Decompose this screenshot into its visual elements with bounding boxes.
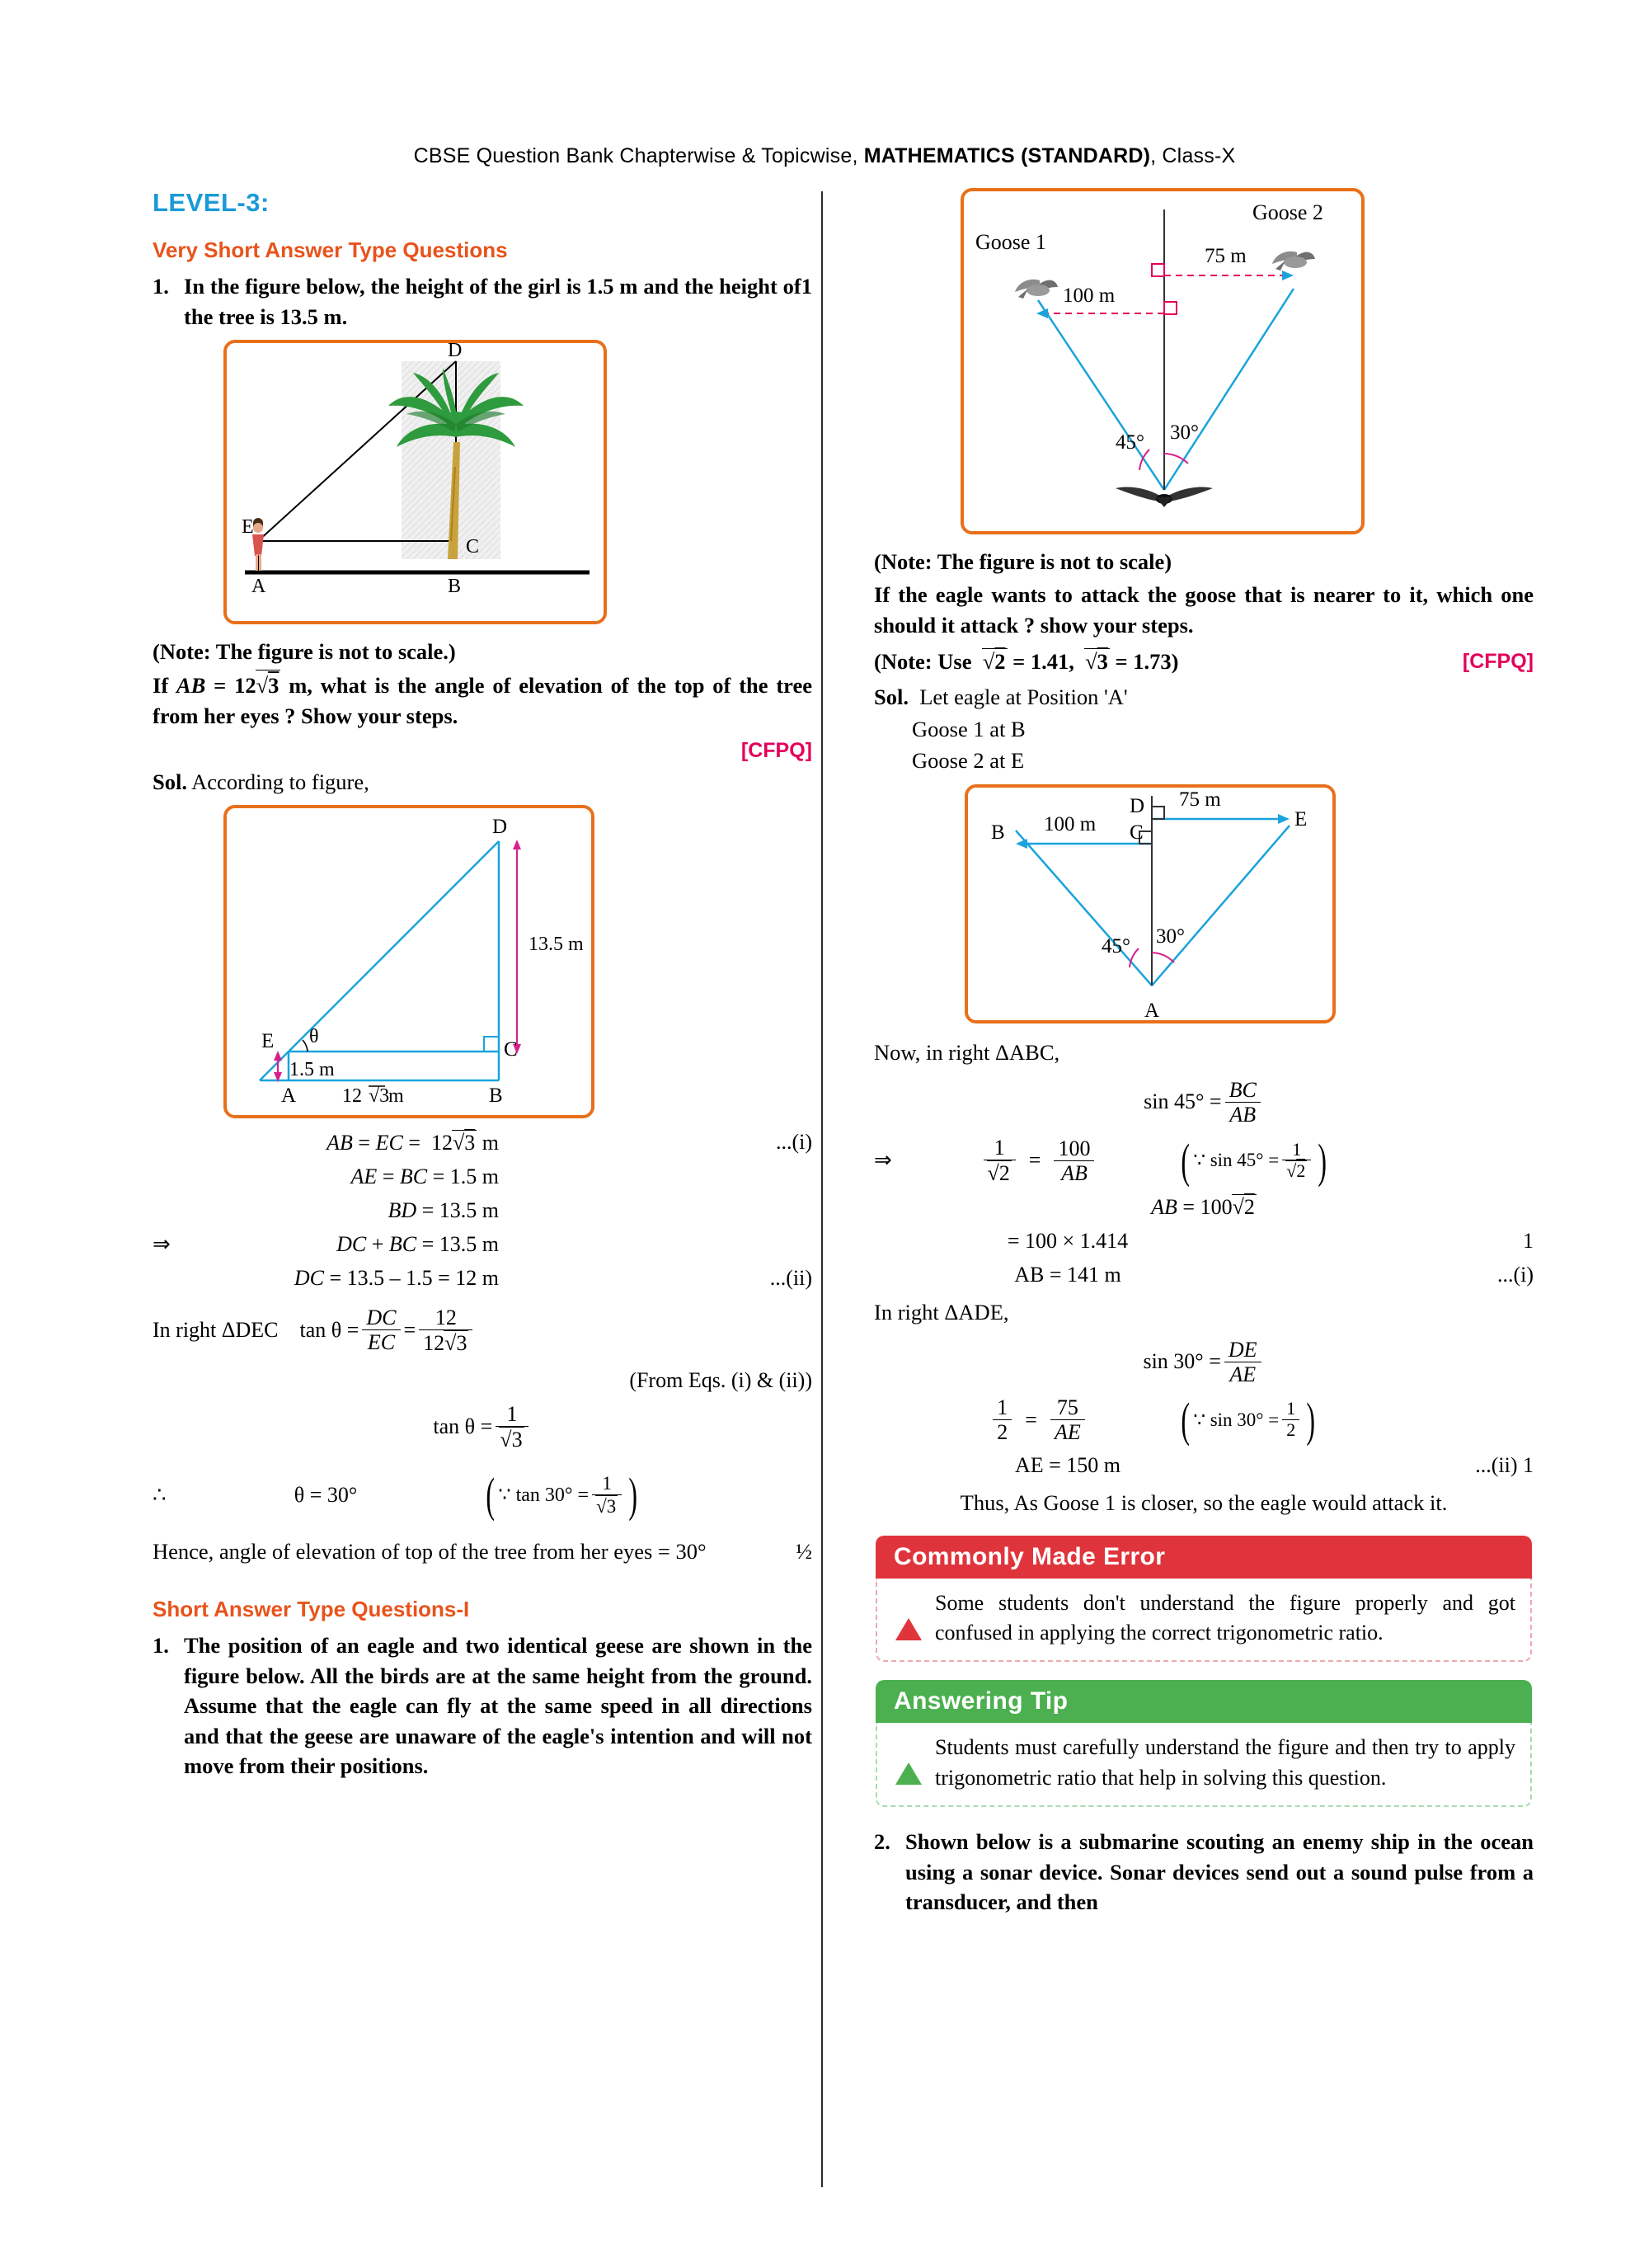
header-prefix: CBSE Question Bank Chapterwise & Topicwise, — [413, 144, 864, 167]
section-title-very-short-answer: Very Short Answer Type Questions — [153, 238, 508, 262]
frac-de-ae: $\frac{DE}{AE}$ — [1224, 1338, 1261, 1386]
svg-text:1.5 m: 1.5 m — [289, 1058, 335, 1080]
svg-text:θ: θ — [309, 1025, 319, 1047]
svg-text:100 m: 100 m — [1044, 813, 1097, 836]
section-title-short-answer-1: Short Answer Type Questions-I — [153, 1597, 470, 1622]
svg-text:B: B — [448, 576, 462, 598]
commonly-made-error-title: Commonly Made Error — [876, 1536, 1532, 1579]
svg-text:B: B — [489, 1084, 503, 1107]
in-right-ade: In right ΔADE, — [874, 1300, 1009, 1325]
figure-eagle-geese-labeled — [965, 784, 1336, 1023]
right-solution-lines — [874, 681, 1534, 776]
equation-block-left — [153, 1130, 812, 1522]
eq-ae-bc: AE = BC = 1.5 m — [350, 1164, 499, 1188]
eq-sin45-values: ⇒ $\frac{1}{√2}$ = $\frac{100}{AB}$ ( ∵ sin 45° = $\frac{1}{√2}$ ) — [874, 1136, 1534, 1185]
eagle-icon — [1116, 487, 1213, 508]
ab-calc: = 100 × 1.414 — [1007, 1229, 1129, 1254]
question-2-left — [153, 1630, 812, 1781]
svg-text:E: E — [1294, 808, 1308, 831]
header-suffix: , Class-X — [1150, 144, 1236, 167]
svg-text:13.5 m: 13.5 m — [529, 933, 584, 955]
note-use-values: (Note: Use √2 = 1.41, √3 = 1.73) [CFPQ] — [874, 649, 1534, 675]
svg-text:75 m: 75 m — [1179, 788, 1221, 812]
svg-text:A: A — [251, 576, 266, 598]
equation-block-right — [874, 1078, 1534, 1478]
eq-sin30 — [874, 1338, 1534, 1386]
svg-text:C: C — [466, 536, 480, 558]
sol-line-1: Let eagle at Position 'A' — [919, 685, 1128, 710]
svg-text:D: D — [1130, 795, 1145, 818]
svg-text:75 m: 75 m — [1205, 245, 1247, 267]
answering-tip-text: Students must carefully understand the figure and then try to apply trigonometric ratio that help in solving this question. — [935, 1735, 1515, 1790]
svg-text:Goose 1: Goose 1 — [975, 230, 1046, 254]
sol-text-left: According to figure, — [191, 769, 369, 795]
figure-tree-girl — [223, 340, 607, 624]
svg-text:Goose 2: Goose 2 — [1252, 200, 1323, 224]
right-column — [874, 188, 1534, 1926]
figure-1-note: (Note: The figure is not to scale.) — [153, 639, 456, 665]
eq-ae-result — [874, 1453, 1534, 1478]
svg-text:m: m — [388, 1085, 404, 1107]
question-2-number: 1. — [153, 1633, 169, 1659]
question-1 — [153, 271, 812, 332]
frac-bc-ab: $\frac{BC}{AB}$ — [1225, 1078, 1261, 1127]
column-divider — [821, 191, 823, 2187]
eq-dc-bc: ⇒ DC + BC = 13.5 m — [153, 1231, 499, 1256]
figure-tree-girl-svg — [227, 343, 607, 624]
theta-result: θ = 30° — [294, 1482, 358, 1507]
svg-text:12: 12 — [342, 1085, 362, 1107]
question-1-number: 1. — [153, 274, 169, 299]
ae-tag: ...(ii) 1 — [1475, 1453, 1534, 1478]
eq-ab-result — [874, 1263, 1534, 1287]
page-header — [0, 144, 1649, 168]
question-2-right-number: 2. — [874, 1829, 890, 1855]
question-2-right — [874, 1827, 1534, 1917]
ab-calc-marks: 1 — [1523, 1229, 1534, 1254]
svg-text:D: D — [492, 815, 508, 838]
from-eqs-note: (From Eqs. (i) & (ii)) — [629, 1367, 812, 1392]
svg-text:A: A — [281, 1084, 297, 1107]
svg-text:D: D — [448, 343, 463, 362]
ae-result: AE = 150 m — [1014, 1453, 1121, 1478]
svg-text:A: A — [1144, 1000, 1160, 1023]
frac-1-root3: $\frac{1}{√3}$ — [496, 1402, 528, 1452]
answering-tip-callout — [874, 1678, 1534, 1809]
implies-arrow-2: ⇒ — [874, 1148, 892, 1173]
solution-intro — [153, 766, 812, 798]
figure-eagle-geese-svg — [964, 191, 1365, 534]
commonly-made-error-text: Some students don't understand the figure properly and got confused in applying the correct trigonometric ratio. — [935, 1590, 1515, 1645]
figure-triangle-solution-svg — [227, 808, 594, 1118]
frac-dc-ec: $\frac{DC}{EC}$ — [362, 1306, 400, 1354]
cfpq-tag-left: [CFPQ] — [740, 739, 812, 763]
goose-1-icon — [1015, 280, 1058, 299]
figure-triangle-solution — [223, 805, 594, 1118]
sol-label-right: Sol. — [874, 685, 909, 710]
figure-eagle-geese-labeled-svg — [968, 788, 1336, 1023]
right-question-text: If the eagle wants to attack the goose that is nearer to it, which one should it attack ? show your steps. — [874, 582, 1534, 638]
answering-tip-body — [876, 1723, 1532, 1807]
goose-2-icon — [1272, 252, 1315, 271]
svg-text:45°: 45° — [1116, 431, 1144, 454]
hence-text: Hence, angle of elevation of top of the tree from her eyes = 30° — [153, 1538, 707, 1564]
commonly-made-error-body — [876, 1579, 1532, 1663]
answering-tip-title: Answering Tip — [876, 1680, 1532, 1723]
svg-text:30°: 30° — [1156, 925, 1185, 948]
question-1-text: In the figure below, the height of the girl is 1.5 m and the height of the tree is 13.5 m. — [184, 274, 801, 329]
question-1-continuation: If AB = 12√3 m, what is the angle of elevation of the top of the tree from her eyes ? Show your steps. — [153, 670, 812, 731]
svg-text:30°: 30° — [1170, 421, 1199, 444]
eq-sin45 — [874, 1078, 1534, 1127]
girl-figure — [252, 518, 264, 571]
cfpq-tag-right: [CFPQ] — [1462, 649, 1534, 673]
eq-tag-ii: ...(ii) — [769, 1265, 812, 1290]
svg-text:C: C — [1130, 821, 1144, 845]
sol-label-left: Sol. — [153, 769, 187, 795]
eq-ab-calc — [874, 1229, 1534, 1254]
note-not-to-scale: (Note: The figure is not to scale) — [874, 549, 1172, 574]
sin30-note: ( ∵ sin 30° = $\frac{1}{2}$ ) — [1181, 1392, 1316, 1447]
hence-marks: ½ — [796, 1538, 812, 1564]
sol-line-3: Goose 2 at E — [912, 747, 1025, 773]
hence-line — [153, 1536, 812, 1567]
eq-tan-result: tan θ = $\frac{1}{√3}$ — [153, 1402, 812, 1452]
eq-tan-theta: In right ΔDEC tan θ = $\frac{DC}{EC}$ = $\frac{12}{12√3}$ — [153, 1306, 812, 1355]
eq-tag-i: ...(i) — [775, 1130, 812, 1155]
thus-conclusion: Thus, As Goose 1 is closer, so the eagle would attack it. — [960, 1490, 1448, 1516]
svg-text:100 m: 100 m — [1063, 285, 1116, 307]
therefore-symbol: ∴ — [153, 1482, 167, 1507]
svg-text:E: E — [242, 516, 254, 539]
sin45-note: ( ∵ sin 45° = $\frac{1}{√2}$ ) — [1181, 1133, 1327, 1188]
eq-ab-root2: AB = 100√2 — [1151, 1195, 1255, 1220]
svg-text:B: B — [991, 821, 1005, 845]
eq-bd: BD = 13.5 m — [388, 1198, 499, 1222]
eq-dc-result: DC = 13.5 – 1.5 = 12 m ...(ii) — [294, 1265, 812, 1290]
frac-12-12root3: $\frac{12}{12√3}$ — [419, 1306, 472, 1355]
now-in-right-abc: Now, in right ΔABC, — [874, 1040, 1060, 1066]
eq-ab-ec: AB = EC = 12√3 m ...(i) — [327, 1130, 812, 1155]
eq-sin30-values: $\frac{1}{2}$ = $\frac{75}{AE}$ ( ∵ sin 30° = $\frac{1}{2}$ ) — [874, 1395, 1534, 1444]
svg-text:√3: √3 — [369, 1085, 390, 1107]
svg-text:E: E — [261, 1029, 275, 1052]
sin45-lhs: sin 45° = — [1144, 1089, 1222, 1114]
question-2-text: The position of an eagle and two identical geese are shown in the figure below. All the birds are at the same height from the ground. Assume that the eagle can fly at the same speed in all directions and that the geese are unaware of the eagle's intention and will not move from their positions. — [184, 1633, 812, 1779]
ab-result: AB = 141 m — [1014, 1263, 1121, 1287]
eq-theta-30 — [153, 1468, 812, 1522]
svg-text:45°: 45° — [1102, 935, 1130, 958]
svg-text:C: C — [504, 1038, 518, 1061]
in-right-dec: In right ΔDEC — [153, 1317, 279, 1342]
tan30-note: ( ∵ tan 30° = $\frac{1}{√3}$ ) — [486, 1468, 638, 1522]
question-2-right-text: Shown below is a submarine scouting an enemy ship in the ocean using a sonar device. Sonar devices send out a sound pulse from a transducer, and then — [905, 1829, 1534, 1915]
header-subject: MATHEMATICS (STANDARD) — [863, 144, 1151, 167]
tip-icon: ▲ — [895, 1736, 922, 1759]
sin30-lhs: sin 30° = — [1143, 1349, 1221, 1374]
level-title: LEVEL-3: — [153, 188, 270, 217]
figure-eagle-geese — [961, 188, 1365, 534]
sol-line-2: Goose 1 at B — [912, 716, 1026, 741]
implies-arrow-1: ⇒ — [153, 1231, 171, 1256]
commonly-made-error-callout — [874, 1534, 1534, 1664]
warning-icon: ! — [895, 1592, 922, 1615]
question-1-marks: 1 — [801, 274, 812, 299]
ab-tag: ...(i) — [1496, 1263, 1534, 1287]
left-column — [153, 188, 812, 1790]
